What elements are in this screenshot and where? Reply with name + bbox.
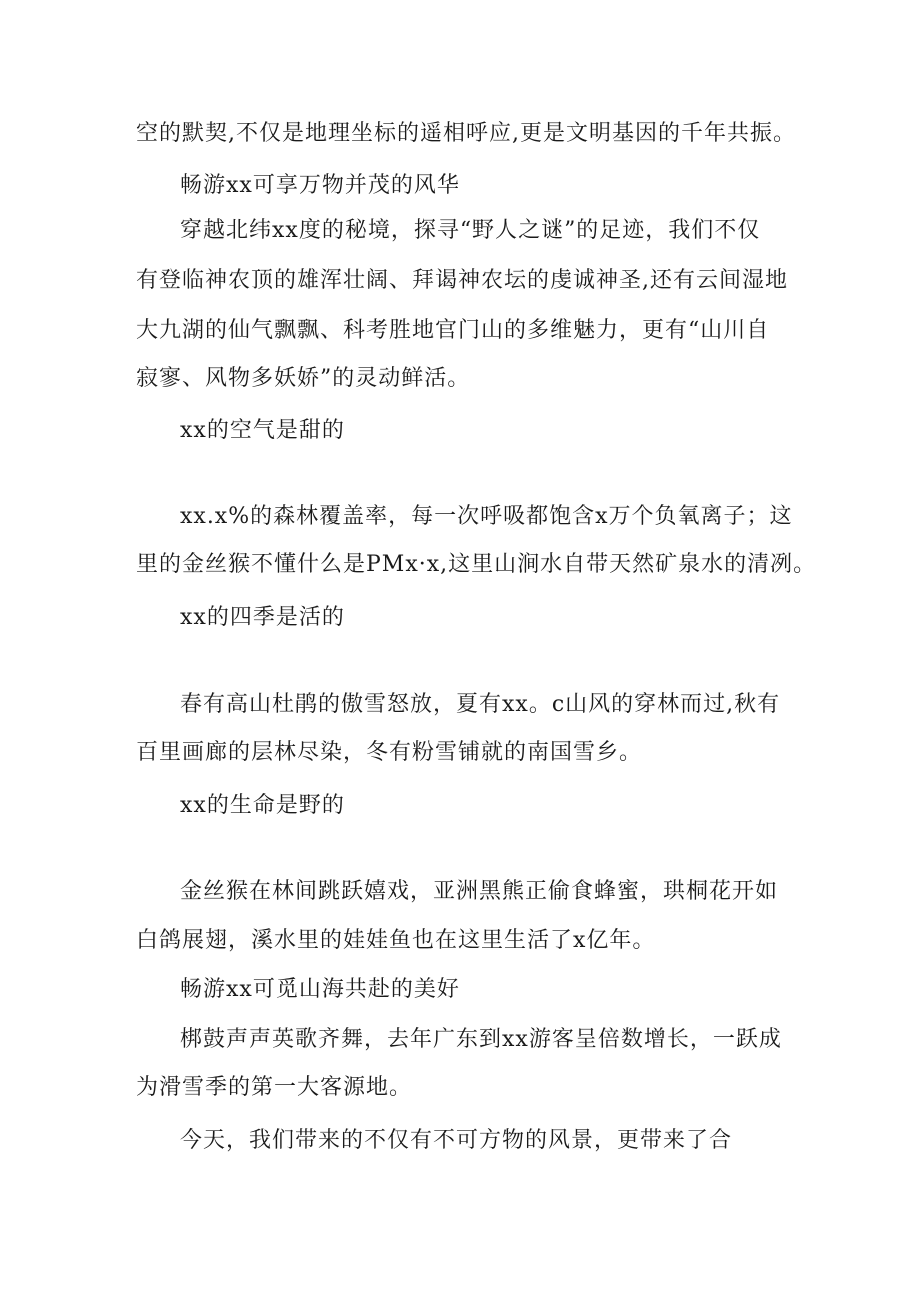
paragraph-line: 金丝猴在林间跳跃嬉戏，亚洲黑熊正偷食蜂蜜，珙桐花开如: [180, 879, 779, 904]
paragraph-line: 百里画廊的层林尽染，冬有粉雪铺就的南国雪乡。: [136, 740, 643, 765]
paragraph-line: 白鸽展翅，溪水里的娃娃鱼也在这里生活了x亿年。: [136, 928, 656, 953]
paragraph-line: 寂寥、风物多妖娇”的灵动鲜活。: [136, 366, 471, 391]
paragraph-line: 春有高山杜鹃的傲雪怒放，夏有xx。c山风的穿林而过,秋有: [180, 692, 781, 717]
paragraph-continuation-line: 空的默契,不仅是地理坐标的遥相呼应,更是文明基因的千年共振。: [136, 121, 796, 146]
paragraph-line: 里的金丝猴不懂什么是PMx·x,这里山涧水自带天然矿泉水的清冽。: [136, 552, 817, 577]
paragraph-line: 大九湖的仙气飘飘、科考胜地官门山的多维魅力，更有“山川自: [136, 318, 770, 343]
section-heading: 畅游xx可享万物并茂的风华: [180, 173, 460, 198]
paragraph-line: 为滑雪季的第一大客源地。: [136, 1075, 413, 1100]
section-heading: 畅游xx可觅山海共赴的美好: [180, 977, 460, 1002]
section-heading: xx的空气是甜的: [180, 418, 345, 443]
paragraph-line: 有登临神农顶的雄浑壮阔、拜谒神农坛的虔诚神圣,还有云间湿地: [136, 268, 788, 293]
section-heading: xx的生命是野的: [180, 793, 345, 818]
section-heading: xx的四季是活的: [180, 605, 345, 630]
paragraph-line: xx.x%的森林覆盖率，每一次呼吸都饱含x万个负氧离子；这: [180, 504, 793, 529]
paragraph-line: 梆鼓声声英歌齐舞，去年广东到xx游客呈倍数增长，一跃成: [180, 1027, 782, 1052]
paragraph-line: 今天，我们带来的不仅有不可方物的风景，更带来了合: [180, 1128, 733, 1153]
paragraph-line: 穿越北纬xx度的秘境，探寻“野人之谜”的足迹，我们不仅: [180, 218, 761, 243]
